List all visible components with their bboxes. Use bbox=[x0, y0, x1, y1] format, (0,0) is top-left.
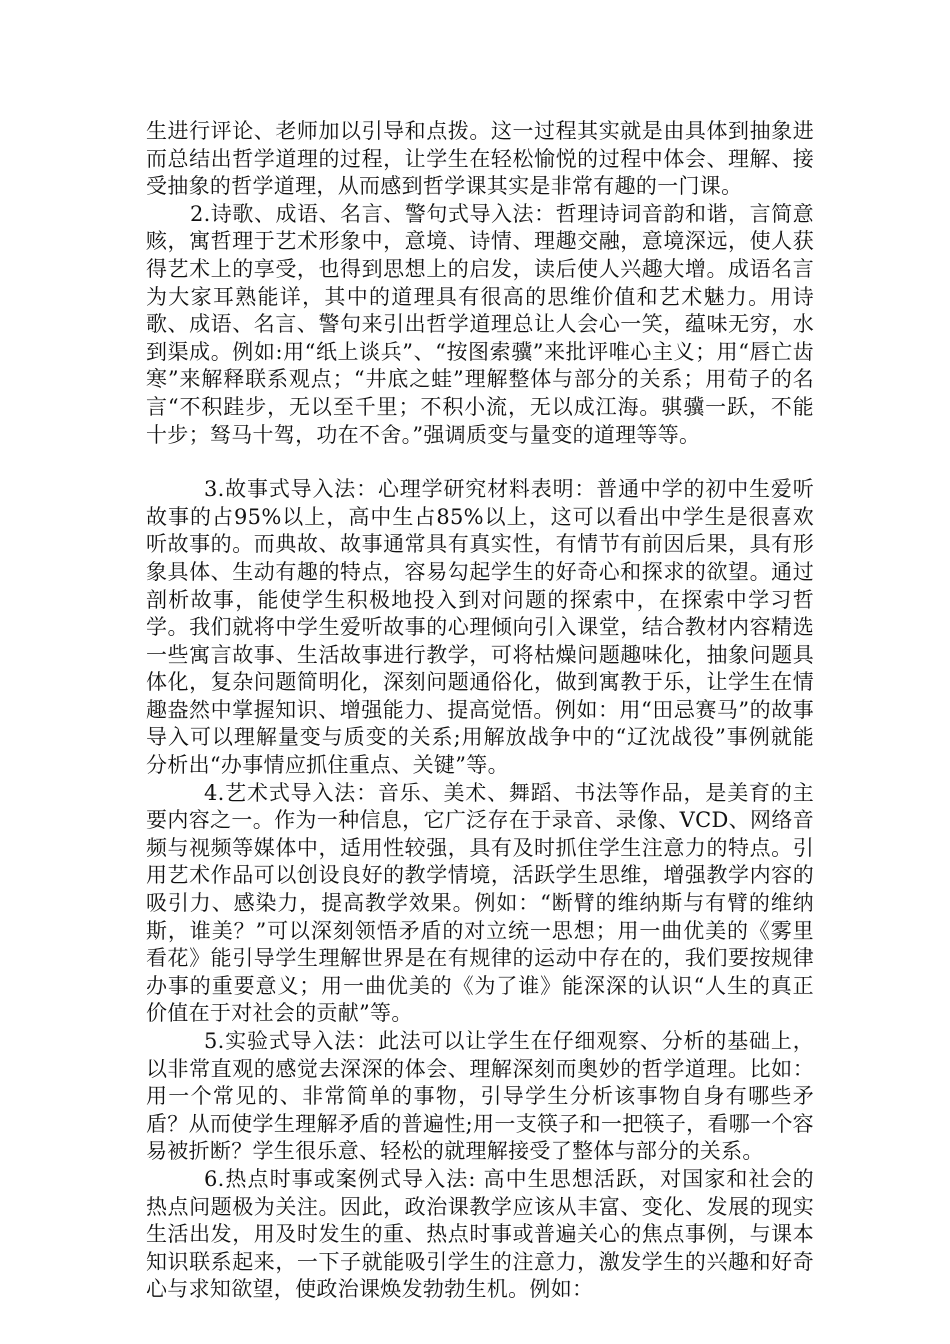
paragraph-hot-topic-method: 6.热点时事或案例式导入法: 高中生思想活跃，对国家和社会的热点问题极为关注。因此，政治课教学应该从丰富、变化、发展的现实生活出发，用及时发生的重、热点时事或普遍关心的焦点事例，与课本知识联系起来，一下子就能吸引学生的注意力，激发学生的兴趣和好奇心与求知欲望，使政治课焕发勃勃生机。例如： bbox=[146, 1166, 814, 1302]
paragraph-story-method: 3.故事式导入法：心理学研究材料表明：普通中学的初中生爱听故事的占95%以上，高中生占85%以上，这可以看出中学生是很喜欢听故事的。而典故、故事通常具有真实性，有情节有前因后果，具有形象具体、生动有趣的特点，容易勾起学生的好奇心和探求的欲望。通过剖析故事，能使学生积极地投入到对问题的探索中，在探索中学习哲学。我们就将中学生爱听故事的心理倾向引入课堂，结合教材内容精选一些寓言故事、生活故事进行教学，可将枯燥问题趣味化，抽象问题具体化，复杂问题简明化，深刻问题通俗化，做到寓教于乐，让学生在情趣盎然中掌握知识、增强能力、提高觉悟。例如：用“田忌赛马”的故事导入可以理解量变与质变的关系;用解放战争中的“辽沈战役”事例就能分析出“办事情应抓住重点、关键”等。 bbox=[146, 477, 814, 778]
paragraph-poetry-method: 2.诗歌、成语、名言、警句式导入法：哲理诗词音韵和谐，言简意赅，寓哲理于艺术形象中，意境、诗情、理趣交融，意境深远，使人获得艺术上的享受，也得到思想上的启发，读后使人兴趣大增。成语名言为大家耳熟能详，其中的道理具有很高的思维价值和艺术魅力。用诗歌、成语、名言、警句来引出哲学道理总让人会心一笑，蕴味无穷，水到渠成。例如:用“纸上谈兵”、“按图索骥”来批评唯心主义；用“唇亡齿寒”来解释联系观点；“井底之蛙”理解整体与部分的关系；用荀子的名言“不积跬步，无以至千里；不积小流，无以成江海。骐骥一跃，不能十步；驽马十驾，功在不舍。”强调质变与量变的道理等等。 bbox=[146, 201, 814, 447]
paragraph-art-method: 4.艺术式导入法：音乐、美术、舞蹈、书法等作品，是美育的主要内容之一。作为一种信息，它广泛存在于录音、录像、VCD、网络音频与视频等媒体中，适用性较强，具有及时抓住学生注意力的特点。引用艺术作品可以创设良好的教学情境，活跃学生思维，增强教学内容的吸引力、感染力，提高教学效果。例如：“断臂的维纳斯与有臂的维纳斯，谁美？”可以深刻领悟矛盾的对立统一思想；用一曲优美的《雾里看花》能引导学生理解世界是在有规律的运动中存在的，我们要按规律办事的重要意义；用一曲优美的《为了谁》能深深的认识“人生的真正价值在于对社会的贡献”等。 bbox=[146, 780, 814, 1026]
paragraph-intro-continuation: 生进行评论、老师加以引导和点拨。这一过程其实就是由具体到抽象进而总结出哲学道理的过程，让学生在轻松愉悦的过程中体会、理解、接受抽象的哲学道理，从而感到哲学课其实是非常有趣的一门课。 bbox=[146, 119, 814, 199]
paragraph-experiment-method: 5.实验式导入法：此法可以让学生在仔细观察、分析的基础上，以非常直观的感觉去深深的体会、理解深刻而奥妙的哲学道理。比如：用一个常见的、非常简单的事物，引导学生分析该事物自身有哪些矛盾？从而使学生理解矛盾的普遍性;用一支筷子和一把筷子，看哪一个容易被折断？学生很乐意、轻松的就理解接受了整体与部分的关系。 bbox=[146, 1029, 814, 1164]
document-page bbox=[146, 118, 814, 1304]
